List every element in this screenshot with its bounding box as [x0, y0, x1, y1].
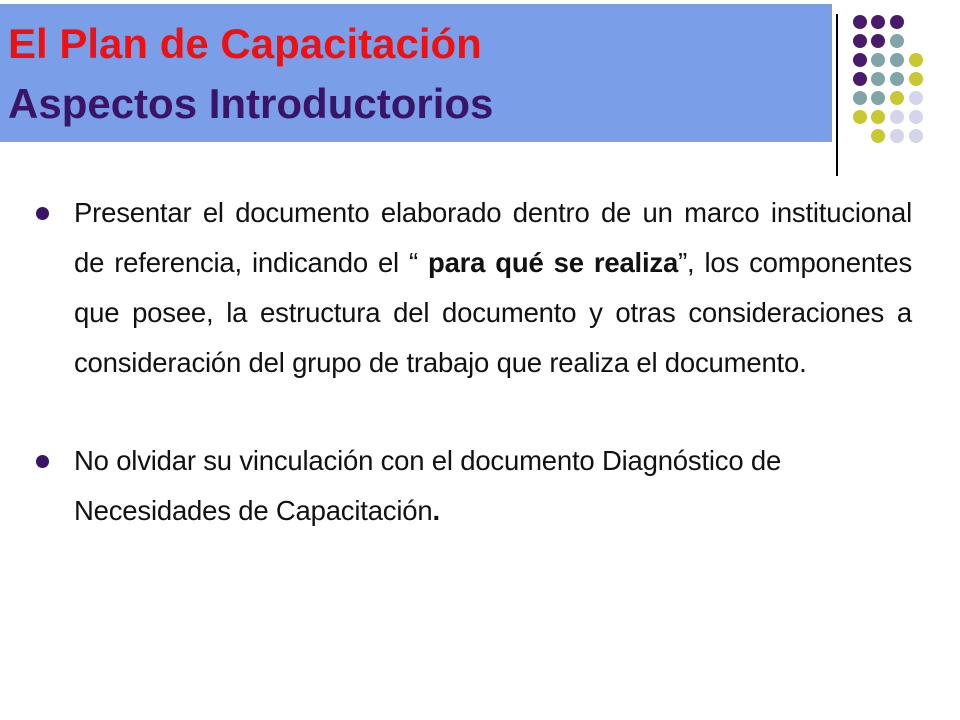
decoration-dot: [909, 72, 923, 86]
decoration-dot: [909, 129, 923, 143]
decoration-dot: [853, 91, 867, 105]
slide-title: El Plan de Capacitación: [8, 20, 482, 67]
decoration-dot: [871, 91, 885, 105]
bullet-2-bold: .: [432, 495, 440, 526]
decoration-dot: [890, 15, 904, 29]
bullet-item-1: [36, 188, 912, 388]
bullet-2-text: No olvidar su vinculación con el documento Diagnóstico de Necesidades de Capacitación: [74, 445, 782, 526]
bullet-item-2: [36, 436, 912, 536]
decoration-dot: [890, 91, 904, 105]
decoration-dot: [853, 53, 867, 67]
decoration-dot: [890, 110, 904, 124]
decoration-dot: [871, 53, 885, 67]
decoration-dot: [853, 110, 867, 124]
decoration-dot: [871, 15, 885, 29]
bullet-dot-icon: [36, 207, 49, 220]
bullet-1-text-end: ”, los componentes que posee, la estructura del documento y otras consideraciones a consideración del grupo de trabajo que realiza el documento.: [74, 247, 913, 378]
bullet-list: [36, 188, 912, 536]
dot-grid-icon: [0, 0, 960, 170]
decoration-dot: [871, 34, 885, 48]
decoration-dot: [871, 72, 885, 86]
decoration-dot: [871, 129, 885, 143]
bullet-dot-icon: [36, 455, 49, 468]
bullet-1-text: Presentar el documento elaborado dentro de un marco institucional de referencia, indicando el “: [74, 197, 912, 278]
decoration-dot: [853, 34, 867, 48]
decoration-dot: [871, 110, 885, 124]
decoration-dot: [909, 110, 923, 124]
decoration-dot: [890, 129, 904, 143]
decoration-dot: [853, 72, 867, 86]
decoration-dot: [909, 91, 923, 105]
decoration-dot: [909, 53, 923, 67]
bullet-1-bold: para qué se realiza: [417, 247, 679, 278]
slide-subtitle: Aspectos Introductorios: [8, 80, 494, 127]
decoration-dot: [890, 53, 904, 67]
decoration-dot: [890, 72, 904, 86]
decoration-dot: [853, 15, 867, 29]
decoration-dot: [890, 34, 904, 48]
